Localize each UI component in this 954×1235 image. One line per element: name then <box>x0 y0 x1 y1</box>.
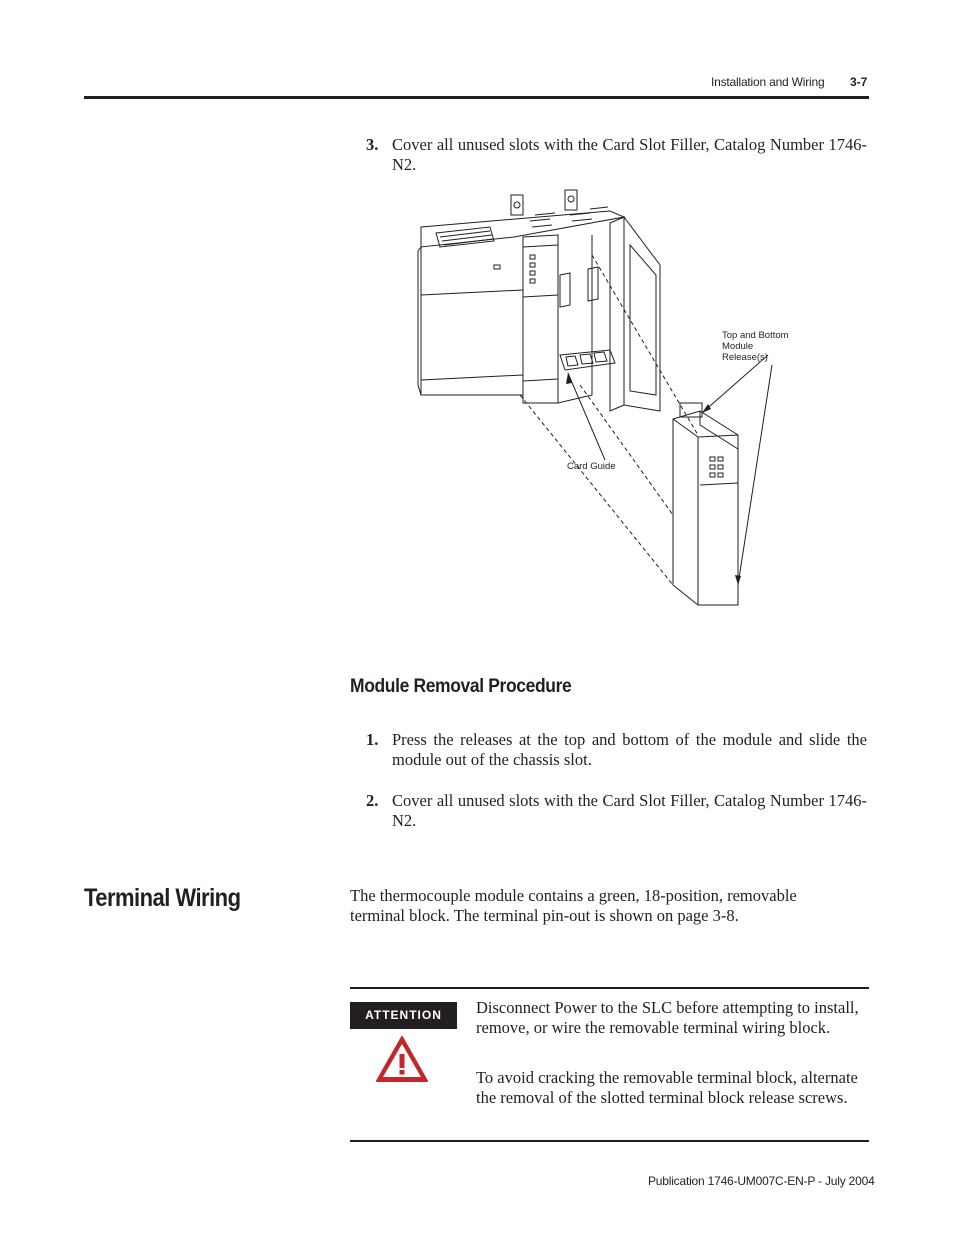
attention-paragraph-2: To avoid cracking the removable terminal block, alternate the removal of the slotted terminal block release screws. <box>476 1068 858 1107</box>
attention-bottom-rule <box>350 1140 869 1142</box>
release-label-line1: Top and Bottom <box>722 330 789 341</box>
module-removal-heading: Module Removal Procedure <box>350 676 572 697</box>
step-text: Cover all unused slots with the Card Slot Filler, Catalog Number 1746-N2. <box>392 791 867 830</box>
chassis-illustration <box>410 185 790 615</box>
header-page-number: 3-7 <box>850 75 868 89</box>
attention-paragraph-1: Disconnect Power to the SLC before attempting to install, remove, or wire the removable terminal wiring block. <box>476 998 859 1037</box>
attention-top-rule <box>350 987 869 989</box>
attention-badge: ATTENTION <box>350 1002 457 1029</box>
warning-triangle-icon <box>375 1034 429 1084</box>
step-number: 1. <box>366 730 379 749</box>
step-number: 3. <box>366 135 379 154</box>
step-text: Press the releases at the top and bottom of the module and slide the module out of the chassis slot. <box>392 730 867 769</box>
terminal-wiring-heading: Terminal Wiring <box>84 884 241 912</box>
release-label-line2: Module Release(s) <box>722 341 768 363</box>
header-section-title: Installation and Wiring <box>711 75 825 89</box>
header-rule <box>84 96 869 99</box>
step-number: 2. <box>366 791 379 810</box>
terminal-wiring-body: The thermocouple module contains a green, 18-position, removable terminal block. The terminal pin-out is shown on page 3-8. <box>350 886 797 925</box>
chassis-module-figure <box>410 185 790 615</box>
card-guide-label: Card Guide <box>567 461 616 472</box>
step-text: Cover all unused slots with the Card Slot Filler, Catalog Number 1746-N2. <box>392 135 867 174</box>
footer-publication: Publication 1746-UM007C-EN-P - July 2004 <box>648 1174 875 1188</box>
